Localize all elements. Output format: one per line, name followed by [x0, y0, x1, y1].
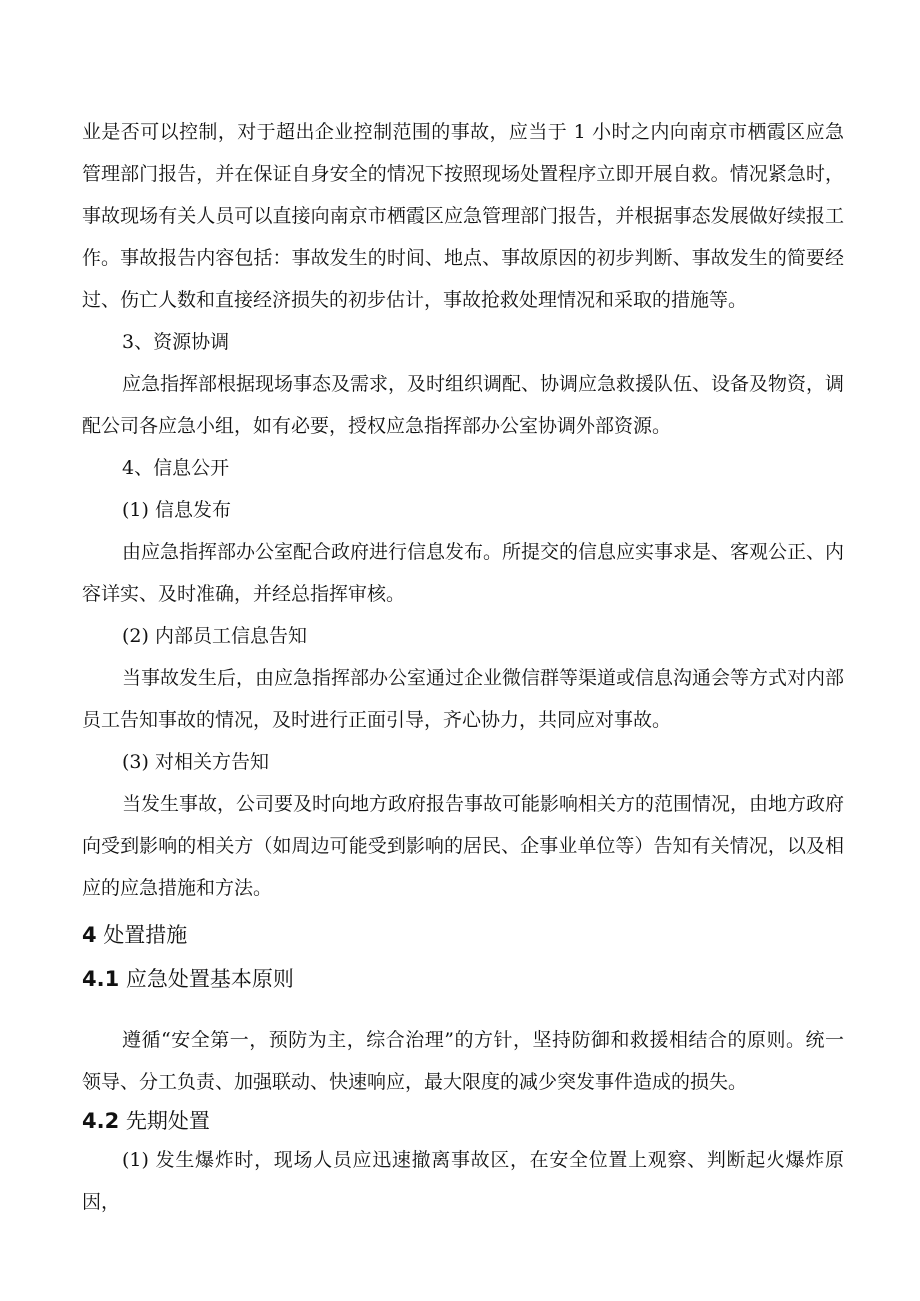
- section-number: 4.2: [82, 1109, 120, 1133]
- section-title: 处置措施: [103, 923, 188, 947]
- paragraph-internal-notification: 当事故发生后，由应急指挥部办公室通过企业微信群等渠道或信息沟通会等方式对内部员工告知事故的情况，及时进行正面引导，齐心协力，共同应对事故。: [82, 667, 845, 731]
- paragraph-basic-principles: 遵循“安全第一，预防为主，综合治理”的方针，坚持防御和救援相结合的原则。统一领导、分工负责、加强联动、快速响应，最大限度的减少突发事件造成的损失。: [82, 1029, 844, 1093]
- section-heading-4: [82, 917, 844, 953]
- paragraph-report-procedure: 业是否可以控制，对于超出企业控制范围的事故，应当于 1 小时之内向南京市栖霞区应急管理部门报告，并在保证自身安全的情况下按照现场处置程序立即开展自救。情况紧急时，事故现场有关人员可以直接向南京市栖霞区应急管理部门报告，并根据事态发展做好续报工作。事故报告内容包括：事故发生的时间、地点、事故原因的初步判断、事故发生的简要经过、伤亡人数和直接经济损失的初步估计，事故抢救处理情况和采取的措施等。: [82, 121, 844, 311]
- paragraph-initial-disposal: (1) 发生爆炸时，现场人员应迅速撤离事故区，在安全位置上观察、判断起火爆炸原因，: [82, 1149, 844, 1213]
- section-heading-4-1: [82, 961, 844, 997]
- heading-resource-coordination: 3、资源协调: [122, 331, 230, 353]
- section-heading-4-2: [82, 1103, 844, 1139]
- paragraph-resource-coordination: 应急指挥部根据现场事态及需求，及时组织调配、协调应急救援队伍、设备及物资，调配公司各应急小组，如有必要，授权应急指挥部办公室协调外部资源。: [82, 373, 845, 437]
- section-number: 4.1: [82, 967, 120, 991]
- subheading-information-release: (1) 信息发布: [122, 499, 231, 521]
- paragraph-information-release: 由应急指挥部办公室配合政府进行信息发布。所提交的信息应实事求是、客观公正、内容详实、及时准确，并经总指挥审核。: [82, 541, 845, 605]
- section-title: 先期处置: [125, 1109, 210, 1133]
- document-page: [82, 111, 844, 1223]
- section-title: 应急处置基本原则: [125, 967, 294, 991]
- subheading-internal-notification: (2) 内部员工信息告知: [122, 625, 307, 647]
- paragraph-stakeholder-notification: 当发生事故，公司要及时向地方政府报告事故可能影响相关方的范围情况，由地方政府向受到影响的相关方（如周边可能受到影响的居民、企事业单位等）告知有关情况，以及相应的应急措施和方法。: [82, 793, 845, 899]
- heading-information-disclosure: 4、信息公开: [122, 457, 230, 479]
- section-number: 4: [82, 923, 97, 947]
- subheading-stakeholder-notification: (3) 对相关方告知: [122, 751, 269, 773]
